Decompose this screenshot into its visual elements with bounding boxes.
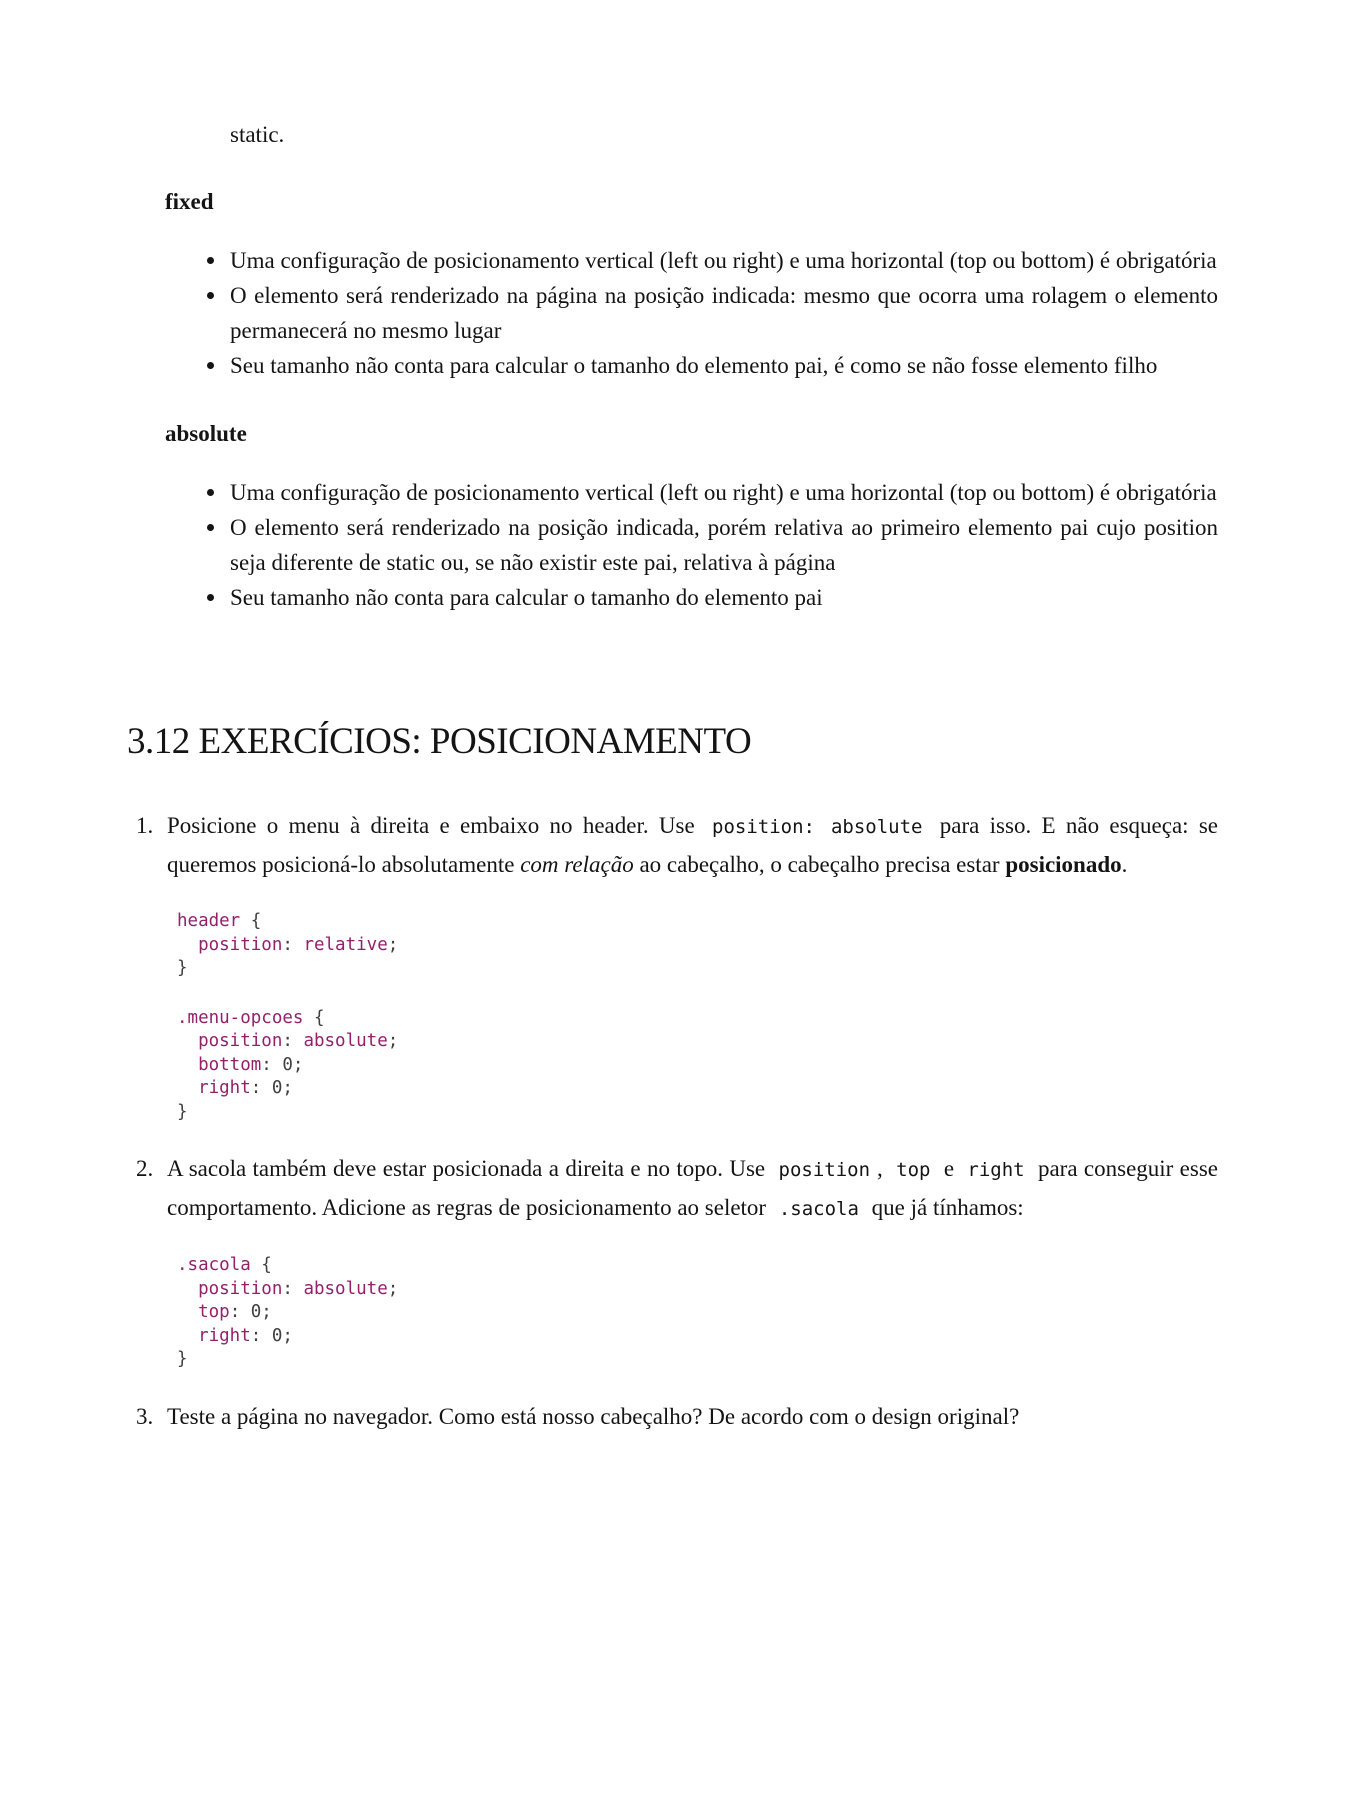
code-line bbox=[177, 1007, 1218, 1031]
code-token-punct bbox=[177, 1031, 198, 1051]
code-token-keyword: top bbox=[198, 1302, 230, 1322]
bullet-text: Uma configuração de posicionamento vertical (left ou right) e uma horizontal (top ou bottom) é obrigatória bbox=[230, 248, 1217, 273]
text-run: Teste a página no navegador. Como está nosso cabeçalho? De acordo com o design original? bbox=[167, 1403, 1020, 1429]
code-token-keyword: absolute bbox=[303, 1031, 388, 1051]
code-token-punct: : 0; bbox=[261, 1054, 304, 1075]
code-token-keyword: header bbox=[177, 911, 241, 931]
code-token-keyword: position bbox=[198, 934, 283, 955]
code-token-punct bbox=[177, 935, 198, 955]
code-line bbox=[177, 1278, 1218, 1302]
text-run: , bbox=[877, 1156, 890, 1181]
bullet-item bbox=[230, 348, 1218, 383]
code-token-punct bbox=[177, 1078, 198, 1098]
bullet-text: O elemento será renderizado na página na posição indicada: mesmo que ocorra uma rolagem o elemento permanecerá no mesmo lugar bbox=[230, 283, 1218, 343]
code-token-punct: : 0; bbox=[250, 1325, 293, 1346]
code-block bbox=[177, 910, 1218, 981]
bullet-icon bbox=[207, 489, 214, 496]
bullet-text: Uma configuração de posicionamento vertical (left ou right) e uma horizontal (top ou bottom) é obrigatória bbox=[230, 480, 1217, 505]
bullet-icon bbox=[207, 257, 214, 264]
bullet-item bbox=[230, 510, 1218, 580]
code-token-punct: } bbox=[177, 958, 188, 978]
code-line bbox=[177, 1254, 1218, 1278]
definitions-section bbox=[127, 187, 1218, 615]
text-run: A sacola também deve estar posicionada a direita e no topo. Use bbox=[167, 1156, 772, 1181]
code-token-punct: : bbox=[282, 934, 304, 955]
definition-bullet-list bbox=[230, 475, 1218, 615]
inline-code: .sacola bbox=[778, 1198, 859, 1220]
code-line bbox=[177, 1348, 1218, 1372]
definition-term: fixed bbox=[165, 189, 214, 214]
code-block bbox=[177, 1254, 1218, 1372]
code-line bbox=[177, 934, 1218, 958]
definition-term: absolute bbox=[165, 421, 247, 446]
exercise-number: 1. bbox=[136, 813, 154, 838]
code-line bbox=[177, 1077, 1218, 1101]
bullet-item bbox=[230, 243, 1218, 278]
code-line bbox=[177, 910, 1218, 934]
exercise-item bbox=[136, 807, 1219, 1124]
bullet-item bbox=[230, 475, 1218, 510]
text-run: que já tínhamos: bbox=[865, 1195, 1024, 1220]
bullet-icon bbox=[207, 594, 214, 601]
exercises-list bbox=[136, 807, 1219, 1436]
text-run: para isso. E não esqueça: se queremos posicioná-lo absolutamente bbox=[167, 813, 1219, 877]
bullet-text: Seu tamanho não conta para calcular o tamanho do elemento pai, é como se não fosse elemento filho bbox=[230, 353, 1158, 378]
bullet-item bbox=[230, 580, 1218, 615]
exercise-text bbox=[167, 807, 1218, 884]
code-token-punct: } bbox=[177, 1349, 188, 1369]
code-token-punct bbox=[177, 1326, 198, 1346]
code-token-keyword: .menu-opcoes bbox=[177, 1007, 304, 1028]
paragraph-continuation: static. bbox=[230, 122, 285, 147]
bullet-text: O elemento será renderizado na posição indicada, porém relativa ao primeiro elemento pai cujo position seja diferente de static ou, se não existir este pai, relativa à página bbox=[230, 515, 1218, 575]
code-token-punct bbox=[177, 1302, 198, 1322]
code-token-punct: : bbox=[282, 1278, 304, 1299]
definition-bullet-list bbox=[230, 243, 1218, 383]
text-run: para conseguir esse comportamento. Adicione as regras de posicionamento ao seletor bbox=[167, 1156, 1219, 1220]
code-line bbox=[177, 1325, 1218, 1349]
text-run: e bbox=[937, 1156, 961, 1181]
code-token-punct: ; bbox=[387, 934, 399, 955]
code-token-keyword: bottom bbox=[198, 1054, 262, 1075]
inline-bold: posicionado bbox=[1005, 852, 1122, 877]
code-token-keyword: position bbox=[198, 1278, 283, 1299]
code-block bbox=[177, 1007, 1218, 1125]
code-token-punct: : 0; bbox=[250, 1078, 293, 1098]
code-token-keyword: .sacola bbox=[177, 1255, 251, 1275]
code-line bbox=[177, 1054, 1218, 1078]
exercise-number: 2. bbox=[136, 1156, 154, 1181]
exercise-item bbox=[136, 1150, 1219, 1372]
text-run: ao cabeçalho, o cabeçalho precisa estar bbox=[633, 852, 1006, 877]
bullet-text: Seu tamanho não conta para calcular o tamanho do elemento pai bbox=[230, 585, 823, 610]
code-line bbox=[177, 957, 1218, 981]
code-line bbox=[177, 1101, 1218, 1125]
exercise-item bbox=[136, 1398, 1218, 1436]
code-token-punct: ; bbox=[387, 1031, 399, 1051]
code-token-punct: : 0; bbox=[229, 1302, 272, 1322]
code-token-punct: ; bbox=[387, 1278, 399, 1299]
text-run: . bbox=[1121, 852, 1128, 877]
code-token-punct: { bbox=[240, 911, 262, 931]
bullet-icon bbox=[207, 524, 214, 531]
code-token-keyword: position bbox=[198, 1031, 283, 1051]
code-line bbox=[177, 1301, 1218, 1325]
exercise-text bbox=[167, 1150, 1218, 1228]
inline-code: position: absolute bbox=[712, 816, 923, 838]
exercise-number: 3. bbox=[136, 1403, 154, 1429]
inline-code: right bbox=[967, 1159, 1025, 1181]
code-token-punct bbox=[177, 1279, 198, 1299]
code-token-keyword: right bbox=[198, 1078, 251, 1098]
code-token-punct: : bbox=[282, 1031, 304, 1051]
bullet-item bbox=[230, 278, 1218, 348]
inline-italic: com relação bbox=[520, 852, 634, 877]
code-token-keyword: right bbox=[198, 1325, 251, 1346]
text-run: Posicione o menu à direita e embaixo no header. Use bbox=[167, 813, 705, 838]
code-token-punct: } bbox=[177, 1101, 188, 1122]
inline-code: top bbox=[896, 1159, 931, 1181]
code-token-punct bbox=[177, 1055, 198, 1075]
bullet-icon bbox=[207, 292, 214, 299]
code-token-keyword: relative bbox=[303, 934, 388, 955]
section-heading: 3.12 EXERCÍCIOS: POSICIONAMENTO bbox=[127, 721, 752, 762]
bullet-icon bbox=[207, 362, 214, 369]
inline-code: position bbox=[778, 1159, 871, 1181]
code-token-punct: { bbox=[303, 1007, 325, 1028]
code-token-punct: { bbox=[250, 1255, 272, 1275]
exercise-text bbox=[167, 1398, 1218, 1436]
code-line bbox=[177, 1030, 1218, 1054]
code-token-keyword: absolute bbox=[303, 1278, 388, 1299]
